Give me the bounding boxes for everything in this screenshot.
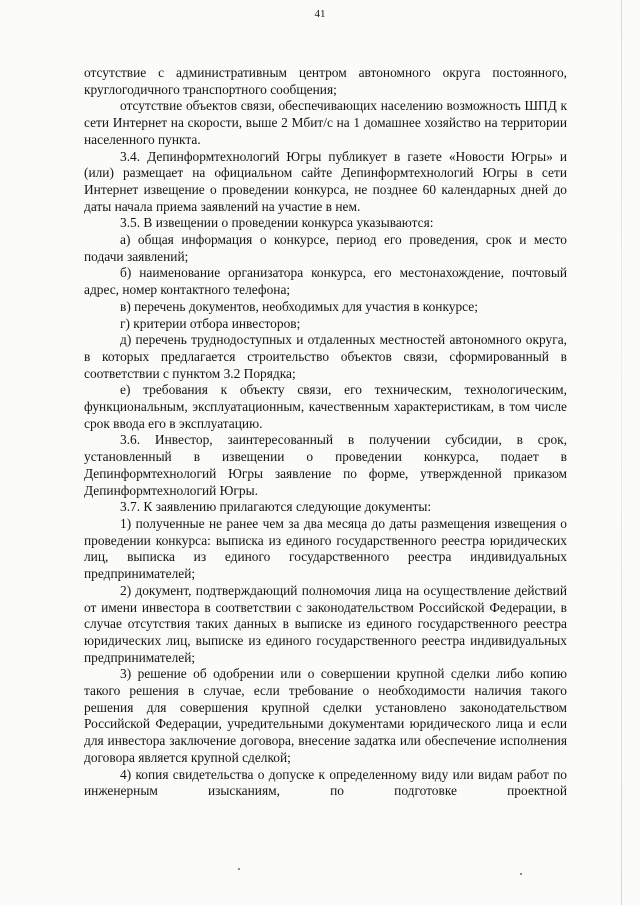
list-item-3-5-a: а) общая информация о конкурсе, период его проведения, срок и место подачи заявлений; bbox=[84, 232, 567, 264]
paragraph-3-6: 3.6. Инвестор, заинтересованный в получении субсидии, в срок, установленный в извещении о проведении конкурса, подает в Депинформтехнологий Югры заявление по форме, утвержденной приказом Депинформтехнологий Югры. bbox=[84, 432, 567, 498]
list-item-3-5-e: е) требования к объекту связи, его техническим, технологическим, функциональным, эксплуатационным, качественным характеристикам, в том числе срок ввода его в эксплуатацию. bbox=[84, 382, 567, 431]
document-body bbox=[84, 65, 567, 800]
paragraph-settlement-broadband: отсутствие объектов связи, обеспечивающих населению возможность ШПД к сети Интернет на скорости, выше 2 Мбит/с на 1 домашнее хозяйство на территории населенного пункта. bbox=[84, 98, 567, 147]
paragraph-settlement-transport: отсутствие с административным центром автономного округа постоянного, круглогодичного транспортного сообщения; bbox=[84, 65, 567, 97]
scan-speck bbox=[238, 868, 240, 870]
paragraph-3-4: 3.4. Депинформтехнологий Югры публикует в газете «Новости Югры» и (или) размещает на официальном сайте Депинформтехнологий Югры в сети Интернет извещение о проведении конкурса, не позднее 60 календарных дней до даты начала приема заявлений на участие в нем. bbox=[84, 148, 567, 214]
paragraph-3-5: 3.5. В извещении о проведении конкурса указываются: bbox=[120, 215, 434, 231]
scan-edge-line bbox=[621, 0, 622, 905]
list-item-3-7-3: 3) решение об одобрении или о совершении крупной сделки либо копию такого решения в случае, если требование о необходимости наличия такого решения для совершения крупной сделки установлено законодательством Российской Федерации, учредительными документами юридического лица и если для инвестора заключение договора, внесение задатка или обеспечение исполнения договора является крупной сделкой; bbox=[84, 666, 567, 765]
list-item-3-7-2: 2) документ, подтверждающий полномочия лица на осуществление действий от имени инвестора в соответствии с законодательством Российской Федерации, в случае отсутствия таких данных в выписке из единого государственного реестра юридических лиц, выписке из единого государственного реестра индивидуальных предпринимателей; bbox=[84, 582, 567, 665]
page-number: 41 bbox=[314, 8, 326, 20]
list-item-3-5-d: д) перечень труднодоступных и отдаленных местностей автономного округа, в которых предлагается строительство объектов связи, сформированный в соответствии с пунктом 3.2 Порядка; bbox=[84, 332, 567, 381]
list-item-3-7-4: 4) копия свидетельства о допуске к определенному виду или видам работ по инженерным изысканиям, по подготовке проектной bbox=[84, 766, 567, 799]
list-item-3-7-1: 1) полученные не ранее чем за два месяца до даты размещения извещения о проведении конкурса: выписка из единого государственного реестра юридических лиц, выписка из единого государственного реестра индивидуальных предпринимателей; bbox=[84, 515, 567, 582]
list-item-3-5-g: г) критерии отбора инвесторов; bbox=[120, 315, 301, 331]
list-item-3-5-b: б) наименование организатора конкурса, его местонахождение, почтовый адрес, номер контактного телефона; bbox=[84, 265, 567, 298]
paragraph-3-7: 3.7. К заявлению прилагаются следующие документы: bbox=[120, 499, 432, 515]
scan-speck bbox=[520, 873, 522, 875]
list-item-3-5-v: в) перечень документов, необходимых для участия в конкурсе; bbox=[120, 298, 478, 314]
